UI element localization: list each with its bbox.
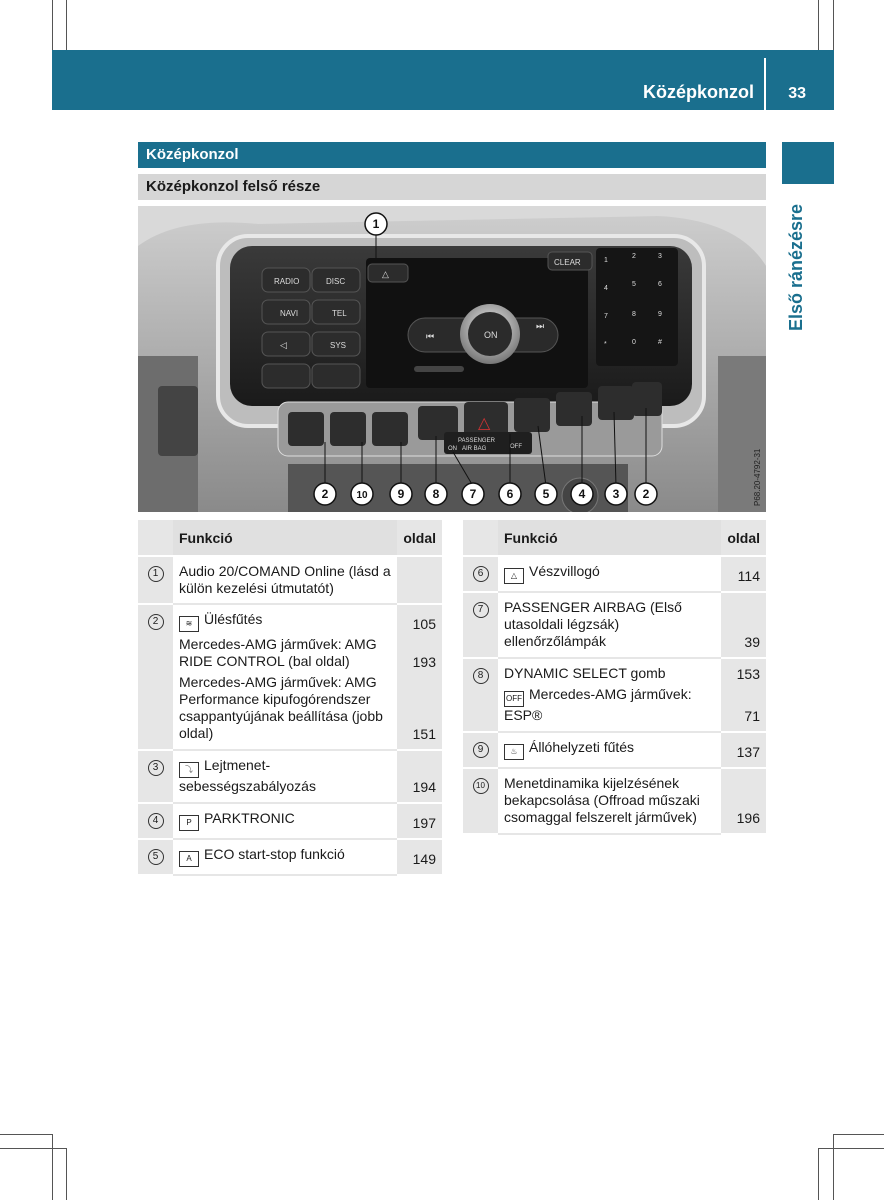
function-cell (498, 556, 721, 592)
crop-mark (0, 1134, 52, 1135)
callout-number: 9 (473, 742, 489, 758)
function-entry (504, 775, 715, 826)
svg-text:7: 7 (469, 487, 477, 501)
function-text: Menetdinamika kijelzésének bekapcsolása (Offroad műszaki csomaggal felszerelt járművek) (504, 775, 700, 825)
page-cell (397, 750, 442, 803)
callout-6 (499, 483, 521, 505)
function-entry (504, 665, 715, 682)
crop-mark (66, 1148, 67, 1200)
function-cell (498, 732, 721, 768)
svg-text:9: 9 (658, 311, 662, 318)
svg-text:OFF: OFF (510, 444, 522, 450)
page-header (52, 50, 834, 110)
page-reference: 137 (736, 744, 760, 760)
table-row (138, 750, 442, 803)
page-cell (397, 839, 442, 875)
page-cell (721, 658, 766, 732)
stationary-heater-icon: ♨ (504, 744, 524, 760)
svg-text:PASSENGER: PASSENGER (458, 438, 495, 444)
function-entry (179, 846, 391, 867)
radio-button[interactable]: RADIO (274, 277, 300, 286)
function-text: Vészvillogó (529, 563, 600, 579)
column-header-page: oldal (721, 520, 766, 556)
function-entry (179, 611, 391, 632)
svg-text:2: 2 (632, 253, 636, 260)
hazard-icon: △ (504, 568, 524, 584)
svg-text:2: 2 (642, 487, 650, 501)
svg-text:0: 0 (632, 339, 636, 346)
downhill-speed-icon: ⤵ (179, 762, 199, 778)
row-number-cell (138, 750, 173, 803)
row-number-cell (138, 839, 173, 875)
table-row (138, 604, 442, 750)
table-row (463, 768, 766, 834)
page-reference: 71 (744, 708, 760, 724)
svg-text:6: 6 (506, 487, 514, 501)
function-text: ECO start-stop funkció (204, 846, 345, 862)
crop-mark (833, 0, 834, 50)
crop-mark (833, 1134, 834, 1200)
page-reference: 149 (412, 851, 436, 867)
callout-9 (390, 483, 412, 505)
page-reference: 196 (736, 810, 760, 826)
function-entry (504, 739, 715, 760)
passenger-airbag-indicator (444, 432, 532, 454)
row-number-cell (138, 803, 173, 839)
side-tab (782, 142, 834, 184)
header-divider (764, 58, 766, 110)
callout-3 (605, 483, 627, 505)
tel-button[interactable]: TEL (332, 309, 347, 318)
function-cell (498, 658, 721, 732)
on-button[interactable]: ON (484, 330, 498, 340)
navi-button[interactable]: NAVI (280, 309, 299, 318)
svg-text:5: 5 (542, 487, 550, 501)
function-cell (173, 839, 397, 875)
function-table-left (138, 520, 442, 876)
page-cell (397, 803, 442, 839)
row-number-cell (463, 556, 498, 592)
row-number-cell (138, 556, 173, 604)
row-number-cell (463, 768, 498, 834)
function-cell (173, 750, 397, 803)
callout-number: 1 (148, 566, 164, 582)
svg-text:3: 3 (612, 487, 620, 501)
svg-text:6: 6 (658, 281, 662, 288)
page-reference: 105 (412, 616, 436, 632)
function-cell (173, 604, 397, 750)
mute-icon: ◁ (280, 340, 287, 350)
page-cell (721, 732, 766, 768)
crop-mark (66, 0, 67, 50)
callout-10 (351, 483, 373, 505)
svg-text:#: # (658, 339, 662, 346)
page-reference: 151 (412, 726, 436, 742)
section-subtitle: Középkonzol felső része (138, 174, 766, 200)
function-entry (504, 686, 715, 724)
svg-text:8: 8 (632, 311, 636, 318)
page-number: 33 (788, 85, 806, 102)
function-entry (504, 563, 715, 584)
svg-text:AIR BAG: AIR BAG (462, 446, 487, 452)
svg-text:7: 7 (604, 313, 608, 320)
table-header-row (138, 520, 442, 556)
next-track-icon: ⏭ (536, 321, 545, 331)
function-entry (179, 757, 391, 795)
row-number-cell (138, 604, 173, 750)
page-cell (721, 556, 766, 592)
keypad (596, 248, 678, 366)
eco-icon: A (179, 851, 199, 867)
crop-mark (52, 0, 53, 50)
function-text: Lejtmenet-sebességszabályozás (179, 757, 316, 794)
svg-text:10: 10 (356, 490, 368, 501)
function-cell (173, 556, 397, 604)
callout-number: 7 (473, 602, 489, 618)
function-text: Mercedes-AMG járművek: AMG Performance kipufogórendszer csappantyújának beállítása (jobb oldal) (179, 674, 383, 741)
center-console-photo (138, 206, 766, 512)
crop-mark (818, 1148, 884, 1149)
function-text: Audio 20/COMAND Online (lásd a külön kezelési útmutatót) (179, 563, 391, 596)
table-row (463, 732, 766, 768)
callout-7 (462, 483, 484, 505)
table-row (138, 803, 442, 839)
sys-button[interactable]: SYS (330, 341, 347, 350)
section-title: Középkonzol (138, 142, 766, 168)
clear-button[interactable]: CLEAR (554, 258, 581, 267)
page-cell (397, 556, 442, 604)
eject-icon: △ (382, 269, 389, 279)
function-table-right (463, 520, 766, 835)
callout-number: 8 (473, 668, 489, 684)
callout-2 (314, 483, 336, 505)
esp-off-icon: OFF (504, 691, 524, 707)
crop-mark (818, 1148, 819, 1200)
page-reference: 153 (736, 666, 760, 682)
callout-number: 2 (148, 614, 164, 630)
page-reference: 39 (744, 634, 760, 650)
table-row (463, 556, 766, 592)
previous-track-icon: ⏮ (426, 331, 435, 341)
callout-number: 10 (473, 778, 489, 794)
page-reference: 114 (737, 568, 760, 584)
function-text: PARKTRONIC (204, 810, 295, 826)
row-number-cell (463, 658, 498, 732)
function-entry (179, 563, 391, 597)
function-text: PASSENGER AIRBAG (Első utasoldali légzsák) ellenőrzőlámpák (504, 599, 682, 649)
page-reference: 193 (412, 654, 436, 670)
svg-text:1: 1 (372, 217, 380, 231)
table-row (463, 592, 766, 658)
function-text: Ülésfűtés (204, 611, 263, 627)
svg-text:4: 4 (604, 285, 608, 292)
svg-text:5: 5 (632, 281, 636, 288)
header-title: Középkonzol (643, 82, 754, 102)
page-cell (721, 768, 766, 834)
callout-number: 4 (148, 813, 164, 829)
function-text: Mercedes-AMG járművek: ESP® (504, 686, 692, 723)
function-text: Mercedes-AMG járművek: AMG RIDE CONTROL (bal oldal) (179, 636, 377, 669)
crop-mark (0, 1148, 66, 1149)
table-row (463, 658, 766, 732)
reference-code: P68.20-4792-31 (753, 448, 762, 506)
svg-text:1: 1 (604, 257, 608, 264)
callout-number: 6 (473, 566, 489, 582)
callout-4 (571, 483, 593, 505)
callout-1 (365, 213, 387, 235)
crop-mark (818, 0, 819, 50)
function-text: Állóhelyzeti fűtés (529, 739, 635, 755)
svg-text:4: 4 (578, 487, 586, 501)
svg-text:2: 2 (321, 487, 329, 501)
callout-2 (635, 483, 657, 505)
page-cell (397, 604, 442, 750)
function-cell (173, 803, 397, 839)
callout-5 (535, 483, 557, 505)
function-text: DYNAMIC SELECT gomb (504, 665, 666, 681)
side-tab-label-box (782, 190, 812, 345)
table-row (138, 556, 442, 604)
page-cell (721, 592, 766, 658)
function-entry (179, 810, 391, 831)
function-cell (498, 592, 721, 658)
seat-heating-icon: ≋ (179, 616, 199, 632)
table-row (138, 839, 442, 875)
crop-mark (52, 1134, 53, 1200)
side-tab-label: Első ránézésre (786, 203, 807, 332)
hazard-button-icon[interactable]: △ (478, 415, 491, 432)
callout-number: 3 (148, 760, 164, 776)
callout-8 (425, 483, 447, 505)
svg-text:8: 8 (432, 487, 440, 501)
function-entry (179, 674, 391, 742)
page-reference: 197 (412, 815, 436, 831)
page-reference: 194 (412, 779, 436, 795)
column-header-page: oldal (397, 520, 442, 556)
row-number-cell (463, 732, 498, 768)
function-entry (504, 599, 715, 650)
svg-text:*: * (604, 341, 607, 348)
disc-button[interactable]: DISC (326, 277, 346, 286)
crop-mark (833, 1134, 884, 1135)
function-entry (179, 636, 391, 670)
callout-number: 5 (148, 849, 164, 865)
svg-text:9: 9 (397, 487, 405, 501)
column-header-function: Funkció (498, 520, 721, 556)
table-header-row (463, 520, 766, 556)
svg-text:ON: ON (448, 446, 457, 452)
svg-text:3: 3 (658, 253, 662, 260)
parktronic-icon: P (179, 815, 199, 831)
row-number-cell (463, 592, 498, 658)
column-header-function: Funkció (173, 520, 397, 556)
function-cell (498, 768, 721, 834)
